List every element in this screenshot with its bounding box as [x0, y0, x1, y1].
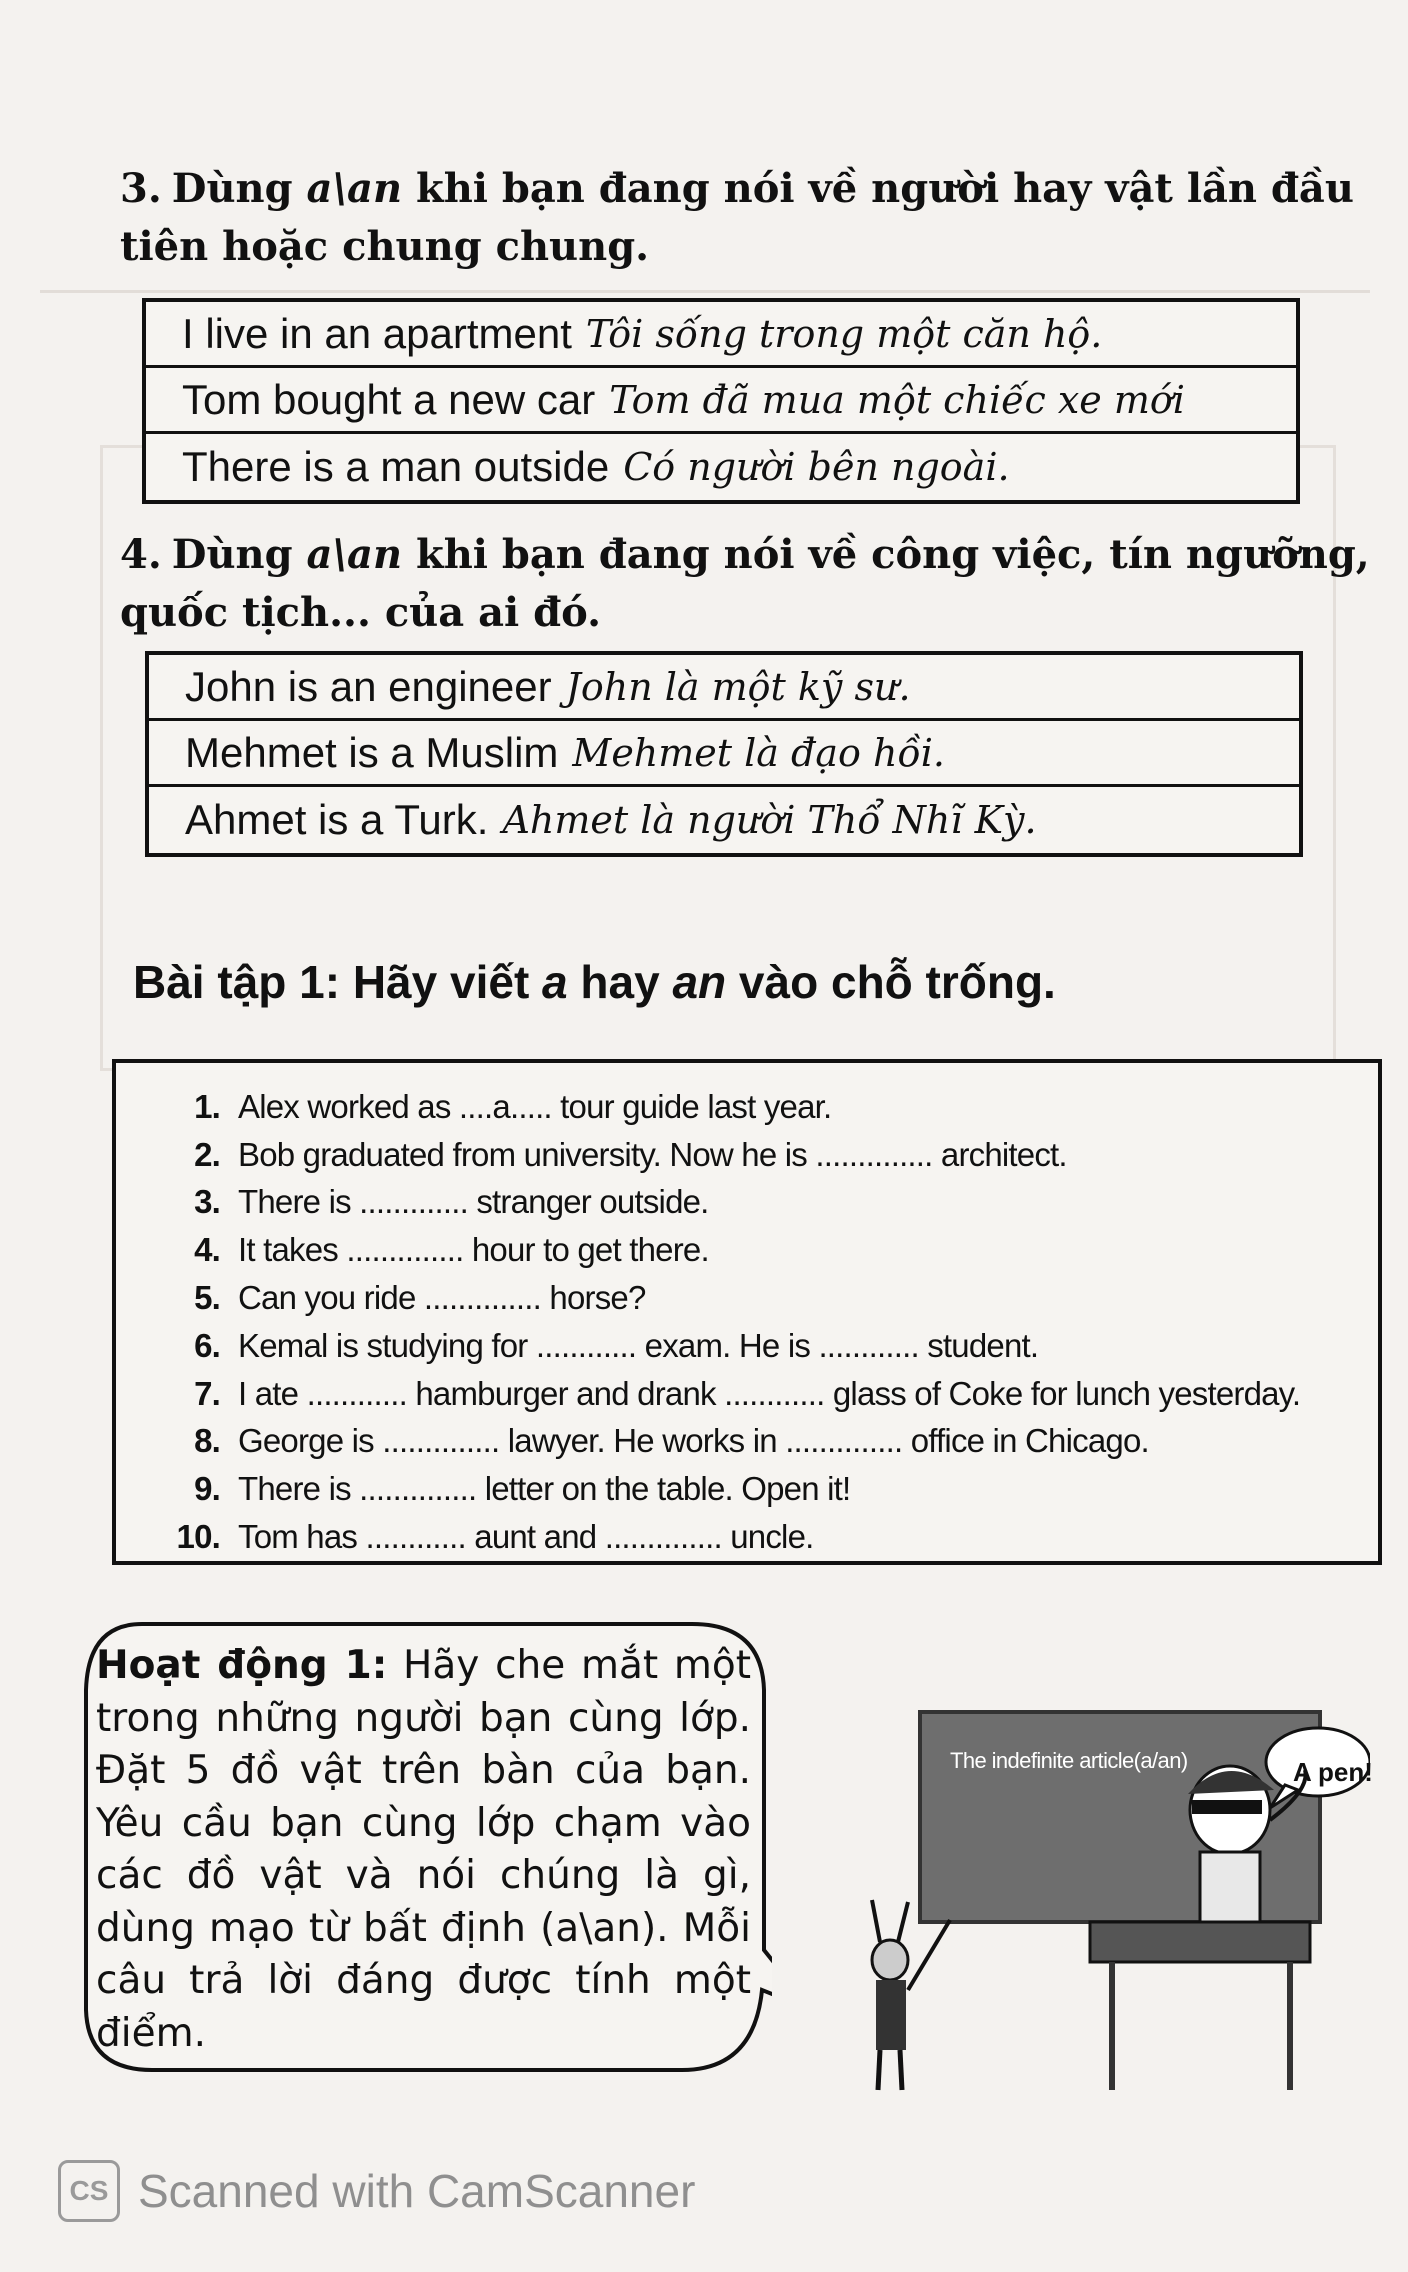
desk [1090, 1922, 1310, 2090]
exercise-item: 7. I ate ............ hamburger and drank ............ glass of Coke for lunch yesterday. [194, 1374, 1301, 1412]
example-row: Ahmet is a Turk. Ahmet là người Thổ Nhĩ Kỳ. [185, 796, 1037, 843]
example-row: There is a man outside Có người bên ngoài. [182, 443, 1010, 490]
exercise-item: 6. Kemal is studying for ............ exam. He is ............ student. [194, 1326, 1039, 1364]
rule-3-examples-table [142, 298, 1300, 504]
example-row: I live in an apartment Tôi sống trong một căn hộ. [146, 302, 1296, 368]
example-row: Mehmet is a Muslim Mehmet là đạo hồi. [149, 721, 1299, 787]
speech-text: A pen! [1293, 1757, 1373, 1787]
activity-bubble [82, 1620, 772, 2075]
exercise-box [112, 1059, 1382, 1565]
camscanner-logo: CS [58, 2160, 120, 2222]
blackboard-title: The indefinite article(a/an) [950, 1748, 1188, 1773]
rabbit-figure [872, 1900, 950, 2090]
rule-4-examples-table [145, 651, 1303, 857]
exercise-item: 2. Bob graduated from university. Now he is .............. architect. [194, 1135, 1067, 1173]
rule-4-heading: 4. Dùng a\an khi bạn đang nói về công việc, tín ngưỡng, quốc tịch... của ai đó. [120, 531, 1370, 636]
example-row: John is an engineer John là một kỹ sư. [149, 655, 1299, 721]
exercise-item: 10. Tom has ............ aunt and .............. uncle. [176, 1518, 814, 1556]
exercise-item: 5. Can you ride .............. horse? [194, 1279, 646, 1317]
example-row: Tom bought a new car Tom đã mua một chiếc xe mới [146, 368, 1296, 434]
rule-3-heading: 3. Dùng a\an khi bạn đang nói về người hay vật lần đầu tiên hoặc chung chung. [120, 165, 1354, 270]
exercise-list [156, 1083, 1376, 1561]
exercise-item: 1. Alex worked as ....a..... tour guide last year. [194, 1087, 832, 1125]
camscanner-watermark [58, 2160, 695, 2222]
exercise-heading: Bài tập 1: Hãy viết a hay an vào chỗ trống. [133, 956, 1056, 1008]
exercise-item: 4. It takes .............. hour to get there. [194, 1231, 709, 1269]
exercise-item: 9. There is .............. letter on the table. Open it! [194, 1470, 851, 1508]
activity-text: Hoạt động 1: Hãy che mắt một trong những người bạn cùng lớp. Đặt 5 đồ vật trên bàn của bạn. Yêu cầu bạn cùng lớp chạm vào các đồ vật và nói chúng là gì, dùng mạo từ bất định (a\an). Mỗi câu trả lời đáng được tính một điểm. [96, 1643, 751, 2056]
camscanner-text: Scanned with CamScanner [138, 2165, 696, 2217]
exercise-item: 8. George is .............. lawyer. He works in .............. office in Chicago. [194, 1422, 1149, 1460]
exercise-item: 3. There is ............. stranger outside. [194, 1183, 709, 1221]
